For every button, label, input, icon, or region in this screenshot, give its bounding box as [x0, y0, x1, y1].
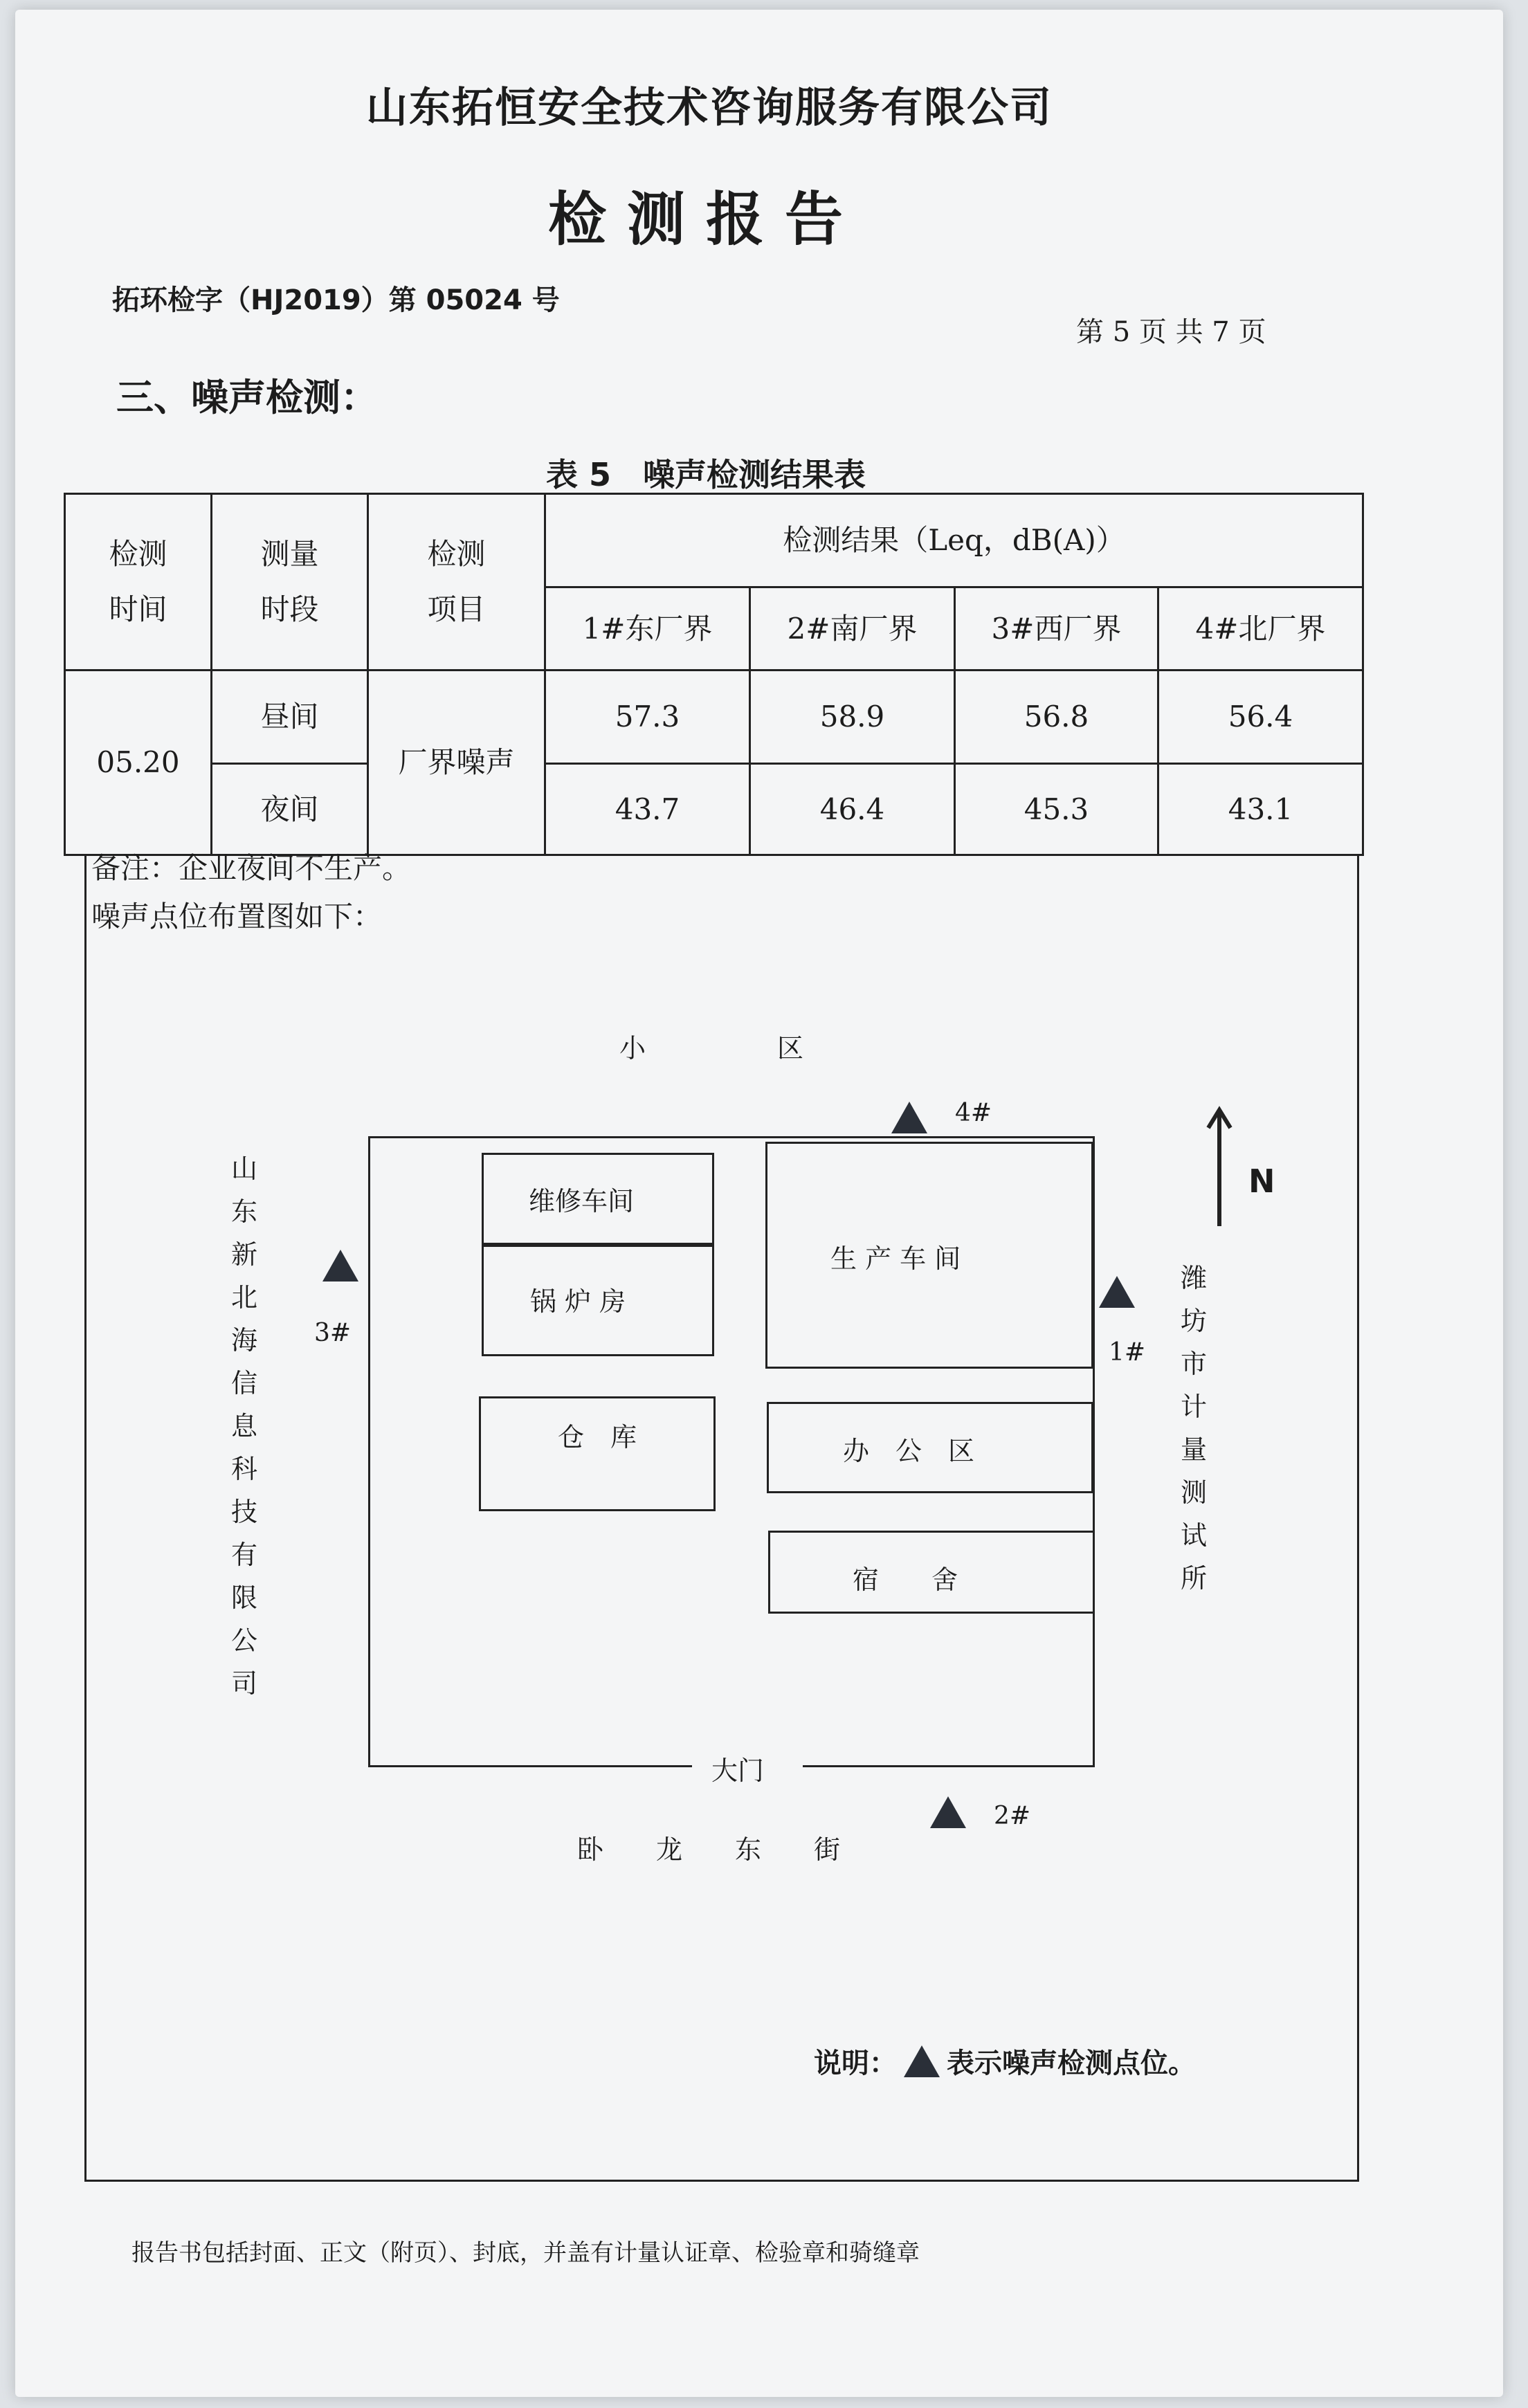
point-2-label: 2# — [994, 1802, 1031, 1830]
date-cell: 05.20 — [65, 671, 212, 855]
item-cell: 厂界噪声 — [368, 671, 545, 855]
south-road-label: 卧 龙 东 街 — [577, 1834, 841, 1865]
east-neighbor-label: 潍 坊 市 计 量 测 试 所 — [1180, 1263, 1207, 1594]
header-item: 检测 项目 — [368, 494, 545, 671]
section-title: 三、噪声检测： — [116, 376, 378, 419]
table-caption: 表 5 噪声检测结果表 — [545, 456, 866, 493]
page-info: 第 5 页 共 7 页 — [1076, 316, 1266, 348]
value-cell: 56.4 — [1158, 671, 1363, 764]
table-row — [65, 671, 1363, 764]
value-cell: 58.9 — [750, 671, 955, 764]
gate-label: 大门 — [711, 1755, 765, 1786]
value-cell: 45.3 — [955, 764, 1158, 855]
office-area-label: 办 公 区 — [843, 1436, 975, 1466]
noise-results-table — [64, 493, 1364, 856]
col-west: 3#西厂界 — [955, 587, 1158, 671]
legend-marker-icon — [904, 2045, 940, 2077]
header-period: 测量 时段 — [212, 494, 368, 671]
point-3-marker-icon — [322, 1250, 358, 1281]
col-north: 4#北厂界 — [1158, 587, 1363, 671]
col-east: 1#东厂界 — [545, 587, 750, 671]
value-cell: 43.7 — [545, 764, 750, 855]
table-row — [65, 764, 1363, 855]
header-result: 检测结果（Leq，dB(A)） — [545, 494, 1363, 587]
boiler-room-label: 锅 炉 房 — [530, 1286, 626, 1317]
warehouse-label: 仓 库 — [558, 1422, 637, 1452]
point-4-marker-icon — [891, 1102, 927, 1133]
header-time: 检测 时间 — [65, 494, 212, 671]
legend-prefix: 说明： — [814, 2047, 897, 2079]
note-night: 备注：企业夜间不生产。 — [91, 851, 412, 885]
point-1-marker-icon — [1099, 1276, 1135, 1308]
note-layout: 噪声点位布置图如下： — [91, 900, 383, 933]
col-south: 2#南厂界 — [750, 587, 955, 671]
point-2-marker-icon — [930, 1796, 966, 1828]
point-1-label: 1# — [1109, 1338, 1146, 1367]
value-cell: 43.1 — [1158, 764, 1363, 855]
value-cell: 56.8 — [955, 671, 1158, 764]
legend — [814, 2041, 1196, 2081]
footer-note: 报告书包括封面、正文（附页）、封底，并盖有计量认证章、检验章和骑缝章 — [131, 2239, 920, 2267]
value-cell: 57.3 — [545, 671, 750, 764]
report-number: 拓环检字（HJ2019）第 05024 号 — [112, 284, 560, 316]
point-3-label: 3# — [314, 1319, 352, 1347]
period-cell: 夜间 — [212, 764, 368, 855]
value-cell: 46.4 — [750, 764, 955, 855]
company-name: 山东拓恒安全技术咨询服务有限公司 — [366, 84, 1053, 132]
warehouse — [479, 1396, 716, 1511]
report-title: 检测报告 — [547, 185, 864, 253]
west-neighbor-label: 山 东 新 北 海 信 息 科 技 有 限 公 司 — [230, 1153, 257, 1699]
period-cell: 昼间 — [212, 671, 368, 764]
north-arrow-icon — [1204, 1104, 1235, 1229]
north-symbol: N — [1248, 1162, 1275, 1200]
north-neighbor-label: 小 区 — [619, 1033, 804, 1064]
point-4-label: 4# — [955, 1099, 992, 1127]
legend-text: 表示噪声检测点位。 — [947, 2047, 1196, 2079]
production-workshop-label: 生 产 车 间 — [830, 1243, 961, 1274]
dormitory-label: 宿 舍 — [853, 1565, 958, 1595]
repair-shop-label: 维修车间 — [529, 1186, 635, 1216]
